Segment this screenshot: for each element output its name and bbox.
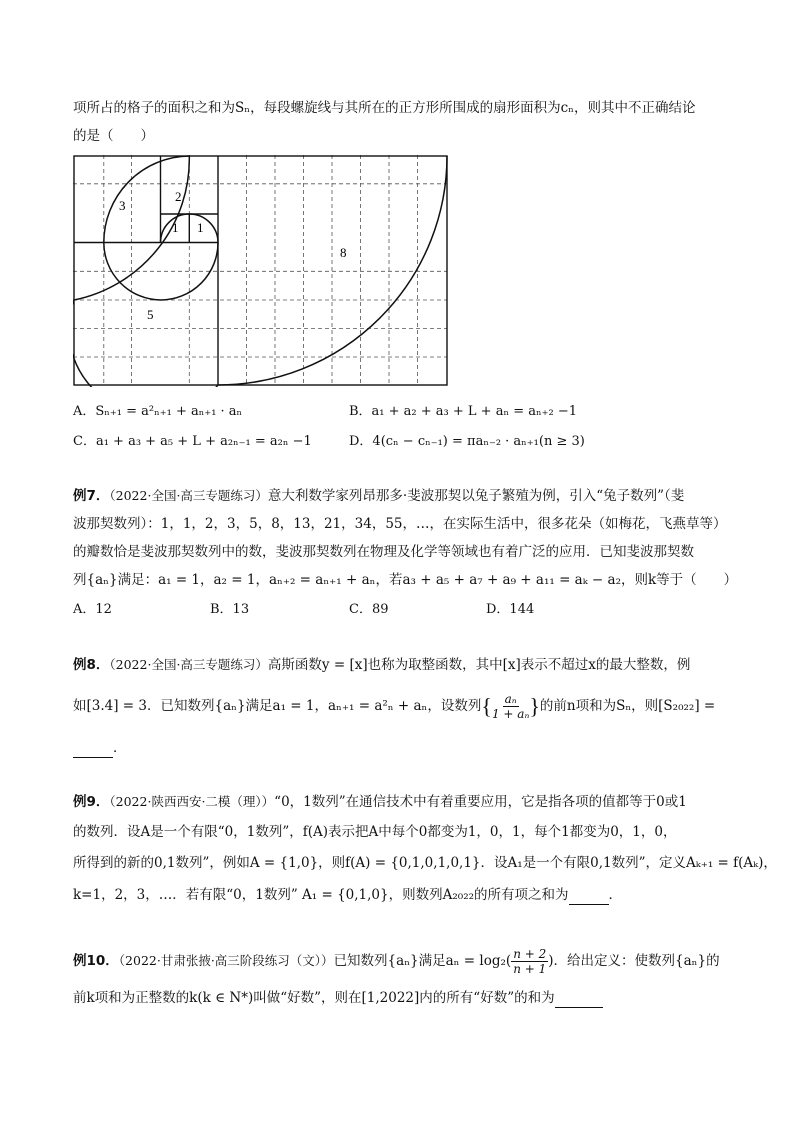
ex7-source: （2022·全国·高三专题练习） [109, 488, 268, 503]
ex7-line-3: 的瓣数恰是斐波那契数列中的数，斐波那契数列在物理及化学等领域也有着广泛的应用．已知斐波那契数 [73, 544, 694, 560]
figure-label-1b: 1 [197, 220, 204, 235]
ex8-answer-blank[interactable] [73, 743, 113, 758]
ex8-text-1: 高斯函数y = [x]也称为取整函数，其中[x]表示不超过x的最大整数，例 [267, 657, 691, 673]
ex9-text-4b: ． [608, 887, 623, 903]
ex7-text-1: 意大利数学家列昂那多·斐波那契以兔子繁殖为例，引入“兔子数列”（斐 [267, 488, 685, 504]
intro-line-1: 项所占的格子的面积之和为Sₙ，每段螺旋线与其所在的正方形所围成的扇形面积为cₙ，则其中不正确结论 [73, 100, 696, 116]
ex8-label: 例8． [73, 657, 110, 673]
ex8-line-2 [73, 688, 715, 725]
ex9-answer-blank[interactable] [569, 890, 609, 905]
ex8-text-3: ． [113, 740, 127, 756]
ex9-text-1: “0，1数列”在通信技术中有着重要应用，它是指各项的值都等于0或1 [274, 794, 687, 810]
ex7-label: 例7． [73, 488, 110, 504]
ex7-line-1 [73, 486, 684, 506]
ex8-text-2a: 如[3.4] = 3．已知数列{aₙ}满足a₁ = 1，aₙ₊₁ = a²ₙ + aₙ，设数列 [73, 698, 482, 714]
figure-label-5: 5 [147, 307, 154, 322]
ex7-option-d: D．144 [486, 602, 535, 617]
ex7-line-4: 列{aₙ}满足：a₁ = 1，a₂ = 1，aₙ₊₂ = aₙ₊₁ + aₙ，若a₃ + a₅ + a₇ + a₉ + a₁₁ = aₖ − a₂，则k等于（ ） [73, 572, 738, 588]
right-brace-symbol: } [529, 693, 540, 719]
ex8-frac-denominator: 1 + aₙ [491, 707, 530, 721]
ex9-source: （2022·陕西西安·二模（理）） [109, 794, 275, 809]
ex9-line-3: 所得到的新的0,1数列”，例如A = {1,0}，则f(A) = {0,1,0,1,0,1}．设A₁是一个有限0,1数列”，定义Aₖ₊₁ = f(Aₖ)， [73, 855, 777, 871]
ex9-line-1 [73, 792, 687, 812]
ex10-frac-numerator: n + 2 [513, 947, 547, 961]
fibonacci-spiral-figure [73, 155, 451, 387]
ex6-option-c: C．a₁ + a₃ + a₅ + L + a₂ₙ₋₁ = a₂ₙ −1 [73, 434, 312, 449]
ex10-answer-blank[interactable] [555, 993, 603, 1008]
ex7-option-a: A．12 [73, 602, 112, 617]
ex7-line-2: 波那契数列）：1，1，2，3，5，8，13，21，34，55，…，在实际生活中，很多花朵（如梅花，飞燕草等） [73, 516, 727, 532]
ex6-option-d: D．4(cₙ − cₙ₋₁) = πaₙ₋₂ · aₙ₊₁(n ≥ 3) [349, 434, 585, 449]
ex8-source: （2022·全国·高三专题练习） [109, 657, 268, 672]
dashed-grid [73, 155, 447, 385]
figure-label-3: 3 [119, 198, 126, 213]
ex10-line-2 [73, 988, 603, 1008]
ex10-frac-denominator: n + 1 [513, 962, 547, 976]
ex8-frac-numerator: aₙ [504, 692, 517, 706]
ex9-line-2: 的数列．设A是一个有限“0，1数列”，f(A)表示把A中每个0都变为1，0，1，每个1都变为0，1，0， [73, 824, 677, 840]
figure-label-2: 2 [175, 189, 182, 204]
ex10-source: （2022·甘肃张掖·高三阶段练习（文）） [118, 953, 334, 968]
ex6-option-b: B．a₁ + a₂ + a₃ + L + aₙ = aₙ₊₂ −1 [349, 404, 577, 419]
ex8-line-1 [73, 655, 690, 675]
left-brace-symbol: { [481, 693, 492, 719]
ex10-text-1a: 已知数列{aₙ}满足aₙ = log₂( [333, 953, 512, 969]
figure-label-1a: 1 [172, 220, 179, 235]
ex10-label: 例10． [73, 953, 119, 969]
figure-label-8: 8 [340, 245, 347, 260]
ex9-line-4 [73, 885, 622, 905]
ex9-text-4a: k=1，2，3，…．若有限“0，1数列” A₁ = {0,1,0}，则数列A₂₀₂₂的所有项之和为 [73, 887, 569, 903]
ex10-text-1b: )．给出定义：使数列{aₙ}的 [548, 953, 720, 969]
ex9-label: 例9． [73, 794, 110, 810]
ex8-fraction [492, 692, 529, 721]
intro-line-2: 的是（ ） [73, 128, 154, 144]
ex8-text-2b: 的前n项和为Sₙ，则[S₂₀₂₂] = [539, 698, 716, 714]
ex7-option-c: C．89 [349, 602, 389, 617]
ex8-line-3 [73, 738, 127, 758]
ex6-option-a: A．Sₙ₊₁ = a²ₙ₊₁ + aₙ₊₁ · aₙ [73, 404, 243, 419]
ex10-text-2: 前k项和为正整数的k(k ∈ N*)叫做“好数”，则在[1,2022]内的所有“好数”的和为 [73, 990, 555, 1006]
solid-squares [74, 156, 447, 385]
ex10-line-1 [73, 944, 720, 978]
ex10-fraction [511, 947, 548, 976]
ex7-option-b: B．13 [210, 602, 250, 617]
